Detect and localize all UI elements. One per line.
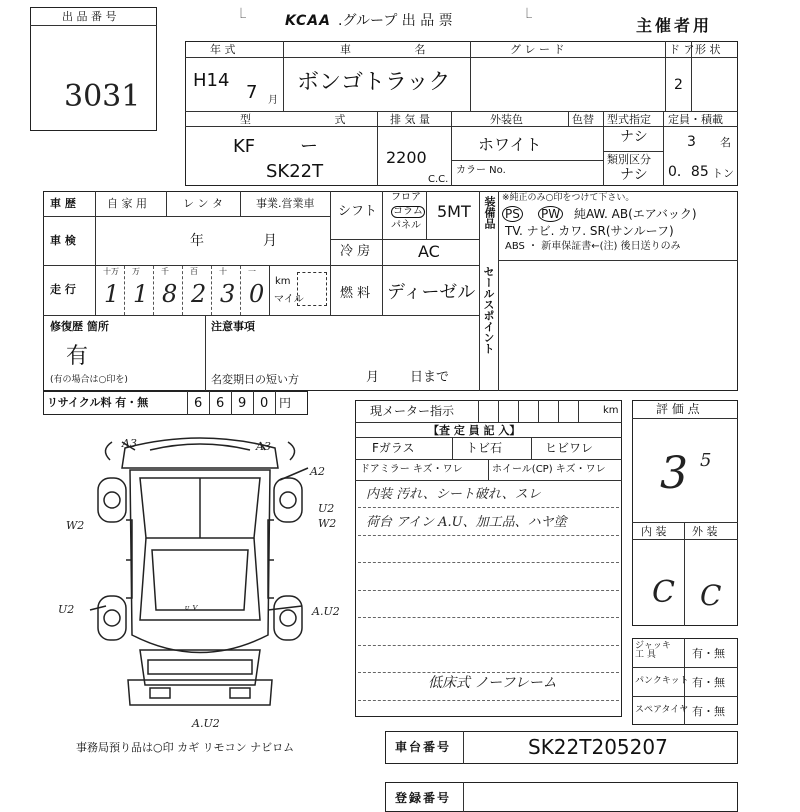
diagram-mark-u2-right: U2 [318, 502, 335, 515]
ac-value: AC [418, 242, 440, 261]
mileage-digit: 8 [162, 280, 178, 308]
car-name: ボンゴトラック [297, 70, 451, 95]
capacity-load: 0．85 [668, 164, 709, 180]
recycle-digit: 6 [194, 396, 203, 411]
chip-label: トビ石 [466, 441, 503, 455]
color-change-label: 色替 [572, 113, 594, 126]
organizer-label: 主催者用 [636, 16, 713, 35]
short-term-month: 月 [366, 370, 380, 385]
front-glass-label: Fガラス [372, 441, 415, 455]
exterior-grade: C [700, 579, 722, 612]
mileage-digit-header: 十 [219, 267, 227, 276]
history-label: 車 歴 [50, 197, 76, 210]
current-meter-label: 現メーター指示 [370, 404, 455, 418]
repair-note: (有の場合は○印を) [50, 375, 128, 385]
door-mirror-label: ドアミラー キズ・ワレ [360, 464, 463, 475]
capacity-persons-unit: 名 [720, 136, 731, 149]
inspection-label: 車 検 [50, 234, 76, 247]
inspector-note-1: 内装 汚れ、シート破れ、スレ [366, 487, 541, 502]
capacity-load-unit: トン [712, 167, 734, 180]
diagram-mark-a3-left: A3 [122, 437, 137, 450]
model-code: SK22T [266, 161, 324, 182]
inspection-month: 月 [263, 233, 277, 249]
mileage-digit-header: 千 [161, 267, 169, 276]
tire-rear-right [274, 596, 302, 640]
tool-spare-tire-label: スペアタイヤ [635, 705, 689, 715]
history-business[interactable]: 事業.営業車 [256, 197, 315, 210]
shift-panel: パネル [391, 220, 421, 231]
interior-label: 内 装 [641, 525, 667, 538]
office-items-note: 事務局預り品は○印 カギ リモコン ナビロム [76, 741, 295, 754]
tool-spare-tire-value: 有・無 [692, 705, 725, 718]
tire-front-right [274, 478, 302, 522]
equipment-side-label: 装備品 [483, 196, 496, 229]
month-unit: 月 [268, 95, 278, 106]
diagram-mark-u2-left: U2 [58, 603, 75, 616]
diagram-mark-a2: A2 [310, 465, 325, 478]
history-rental[interactable]: レ ン タ [183, 197, 223, 210]
interior-grade: C [652, 575, 675, 610]
shift-value: 5MT [437, 202, 471, 221]
evaluation-box [632, 400, 738, 626]
mileage-digit: 1 [104, 280, 120, 308]
doors-value: 2 [674, 77, 683, 93]
diagram-mark-au2-rear: A.U2 [192, 717, 220, 730]
history-private[interactable]: 自 家 用 [107, 197, 147, 210]
capacity-label: 定員・積載 [668, 113, 723, 126]
doors-label: ド ア [669, 43, 695, 56]
repair-value: 有 [66, 344, 89, 369]
mileage-digit: 2 [191, 280, 207, 308]
sheet-title: .グループ 出 品 票 [338, 13, 453, 29]
diagram-mark-a3-right: A3 [256, 440, 271, 453]
tool-jack-label: ジャッキ 工 具 [635, 641, 671, 660]
mileage-digit-header: 百 [190, 267, 198, 276]
km-label: km [275, 276, 291, 287]
inspector-bottom-note: 低床式 ノーフレーム [428, 675, 557, 691]
recycle-digit: 9 [238, 396, 247, 411]
class-division-value: ナシ [620, 167, 648, 183]
shift-label: シフト [338, 204, 378, 219]
chassis-label: 車台番号 [395, 740, 452, 754]
model-type-label: 型 式 [240, 113, 386, 126]
repair-label: 修復歴 箇所 [50, 320, 109, 333]
name-label: 車 名 [340, 43, 456, 56]
inspector-note-2: 荷台 アイン A.U、加工品、ハヤ塗 [366, 515, 567, 530]
chassis-number: SK22T205207 [528, 735, 668, 759]
mileage-label: 走 行 [50, 283, 76, 296]
mile-label: マイル [274, 294, 304, 305]
recycle-label: リサイクル料 有・無 [47, 396, 149, 409]
exterior-label: 外 装 [692, 525, 718, 538]
body-label: 形 状 [695, 43, 721, 56]
inspection-year: 年 [190, 233, 204, 249]
displacement-label: 排 気 量 [390, 113, 430, 126]
year-label: 年 式 [210, 43, 236, 56]
mileage-digit-header: 十万 [103, 267, 119, 276]
score-sub: 5 [700, 450, 712, 471]
attention-label: 注意事項 [211, 320, 255, 333]
exterior-color-value: ホワイト [478, 135, 542, 154]
mileage-digit: 0 [249, 280, 265, 308]
tool-jack-value: 有・無 [692, 647, 725, 660]
model-dash: ー [300, 136, 318, 157]
equip-pw[interactable]: PW [538, 206, 563, 222]
class-division-label: 類別区分 [607, 153, 651, 166]
mileage-digit-header: 一 [248, 267, 256, 276]
ac-label: 冷 房 [340, 244, 371, 259]
score-main: 3 [660, 448, 688, 499]
recycle-digit: 6 [216, 396, 225, 411]
mileage-digit: 3 [220, 280, 236, 308]
mileage-digit: 1 [133, 280, 149, 308]
short-term-label: 名変期日の短い方 [211, 373, 299, 386]
meter-km-unit: km [603, 405, 619, 416]
recycle-unit: 円 [279, 396, 292, 410]
lot-number: 3031 [64, 79, 141, 114]
equipment-note: ※純正のみ○印をつけて下さい。 [502, 193, 635, 203]
lot-number-label: 出 品 番 号 [62, 10, 117, 23]
evaluation-label: 評 価 点 [656, 402, 700, 416]
cc-unit: C.C. [428, 174, 449, 185]
year-month: 7 [246, 82, 258, 103]
equip-line3: ABS ・ 新車保証書←(注) 後日送りのみ [505, 241, 681, 252]
crack-label: ヒビワレ [545, 441, 594, 455]
shift-floor: フロア [391, 192, 421, 203]
registration-label: 登録番号 [395, 791, 452, 805]
model-prefix: KF [233, 136, 256, 157]
fuel-value: ディーゼル [387, 282, 476, 303]
mileage-digit-header: 万 [132, 267, 140, 276]
short-term-day: 日まで [410, 370, 450, 385]
tool-puncture-kit-label: パンクキット [635, 676, 689, 686]
displacement-value: 2200 [386, 148, 427, 167]
capacity-persons: 3 [687, 134, 696, 150]
exterior-color-label: 外装色 [490, 113, 523, 126]
equip-ps[interactable]: PS [502, 206, 523, 222]
equip-line2: TV. ナビ. カワ. SR(サンルーフ) [505, 224, 674, 238]
diagram-mark-w2-left: W2 [66, 519, 85, 532]
grade-label: グ レ ー ド [510, 43, 565, 56]
equip-line1: 純AW. AB(エアバック) [574, 207, 697, 221]
tire-front-left [98, 478, 126, 522]
diagram-mark-w2-right: W2 [318, 517, 337, 530]
tool-puncture-kit-value: 有・無 [692, 676, 725, 689]
model-designation-label: 型式指定 [607, 113, 651, 126]
color-no-label: カラー No. [456, 165, 506, 176]
shift-column: コラム [393, 206, 423, 217]
tire-rear-left [98, 596, 126, 640]
recycle-digit: 0 [260, 396, 269, 411]
brand-logo: KCAA [285, 13, 331, 29]
diagram-mark-au2-right: A.U2 [312, 605, 340, 618]
wheel-label: ホイール(CP) キズ・ワレ [492, 464, 606, 475]
inspector-header: 【査 定 員 記 入】 [428, 424, 521, 437]
fuel-label: 燃 料 [340, 286, 371, 301]
sales-point-label: セールスポイント [482, 266, 495, 354]
model-designation-value: ナシ [620, 129, 648, 145]
year-era: H14 [193, 70, 230, 91]
